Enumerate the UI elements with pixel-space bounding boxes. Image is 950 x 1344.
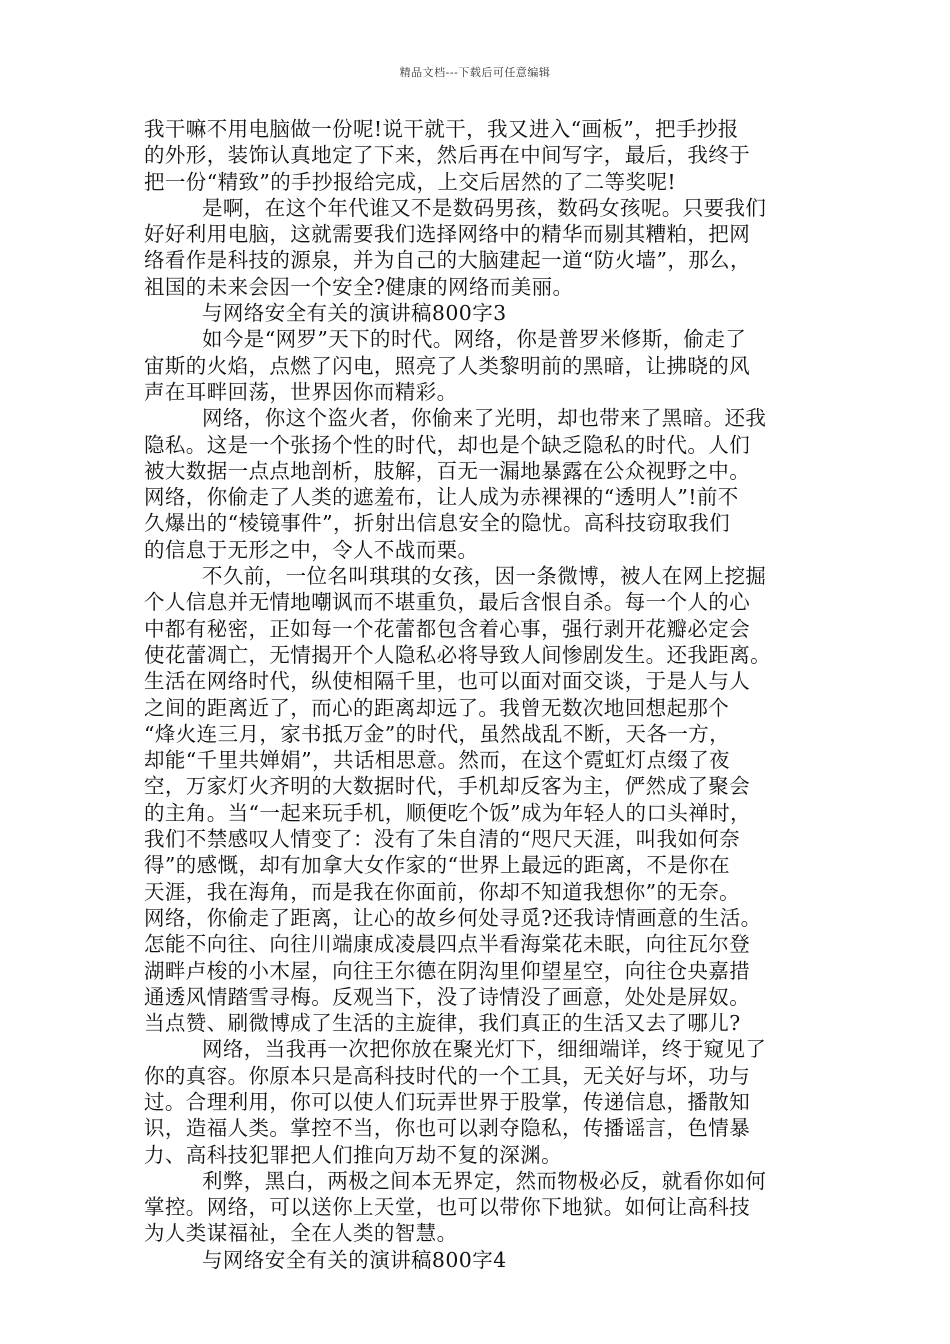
text-line: 的外形，装饰认真地定了下来，然后再在中间写字，最后，我终于: [144, 143, 751, 168]
text-line: 隐私。这是一个张扬个性的时代，却也是个缺乏隐私的时代。人们: [144, 432, 751, 457]
text-line: 不久前，一位名叫琪琪的女孩，因一条微博，被人在网上挖掘: [202, 564, 767, 589]
text-line: 得”的感慨，却有加拿大女作家的“世界上最远的距离，不是你在: [144, 853, 731, 878]
text-line: 网络，你这个盗火者，你偷来了光明，却也带来了黑暗。还我: [202, 406, 767, 431]
text-line: 生活在网络时代，纵使相隔千里，也可以面对面交谈，于是人与人: [144, 669, 751, 694]
text-line: 空，万家灯火齐明的大数据时代，手机却反客为主，俨然成了聚会: [144, 774, 751, 799]
text-line: 把一份“精致”的手抄报给完成，上交后居然的了二等奖呢!: [144, 169, 676, 194]
text-line: 宙斯的火焰，点燃了闪电，照亮了人类黎明前的黑暗，让拂晓的风: [144, 353, 751, 378]
text-line: 络看作是科技的源泉，并为自己的大脑建起一道“防火墙”，那么，: [144, 248, 751, 273]
text-line: 你的真容。你原本只是高科技时代的一个工具，无关好与坏，功与: [144, 1063, 751, 1088]
text-line: 网络，当我再一次把你放在聚光灯下，细细端详，终于窥见了: [202, 1037, 767, 1062]
text-line: 我们不禁感叹人情变了：没有了朱自清的“咫尺天涯，叫我如何奈: [144, 827, 741, 852]
text-line: 声在耳畔回荡，世界因你而精彩。: [144, 379, 458, 404]
text-line: 为人类谋福祉，全在人类的智慧。: [144, 1221, 458, 1246]
text-line: 的信息于无形之中，令人不战而栗。: [144, 537, 479, 562]
text-line: 是啊，在这个年代谁又不是数码男孩，数码女孩呢。只要我们: [202, 195, 767, 220]
text-line: 与网络安全有关的演讲稿800字3: [202, 301, 507, 326]
text-line: 当点赞、刷微博成了生活的主旋律，我们真正的生活又去了哪儿?: [144, 1011, 741, 1036]
text-line: 与网络安全有关的演讲稿800字4: [202, 1247, 507, 1272]
text-line: 怎能不向往、向往川端康成凌晨四点半看海棠花未眠，向往瓦尔登: [144, 932, 751, 957]
text-line: 过。合理利用，你可以使人们玩弄世界于股掌，传递信息，播散知: [144, 1089, 751, 1114]
text-line: 通透风情踏雪寻梅。反观当下，没了诗情没了画意，处处是屏奴。: [144, 984, 751, 1009]
document-body: [144, 116, 836, 1273]
page-header: 精品文档---下载后可任意编辑: [399, 66, 551, 79]
text-line: 利弊，黑白，两极之间本无界定，然而物极必反，就看你如何: [202, 1168, 767, 1193]
text-line: 被大数据一点点地剖析，肢解，百无一漏地暴露在公众视野之中。: [144, 458, 751, 483]
text-line: 天涯，我在海角，而是我在你面前，你却不知道我想你”的无奈。: [144, 879, 741, 904]
text-line: 力、高科技犯罪把人们推向万劫不复的深渊。: [144, 1142, 562, 1167]
text-line: 中都有秘密，正如每一个花蕾都包含着心事，强行剥开花瓣必定会: [144, 616, 751, 641]
text-line: 好好利用电脑，这就需要我们选择网络中的精华而剔其糟粕，把网: [144, 222, 751, 247]
text-line: 却能“千里共婵娟”，共话相思意。然而，在这个霓虹灯点缀了夜: [144, 748, 731, 773]
text-line: 如今是“网罗”天下的时代。网络，你是普罗米修斯，偷走了: [202, 327, 747, 352]
text-line: 的主角。当“一起来玩手机，顺便吃个饭”成为年轻人的口头禅时，: [144, 800, 751, 825]
text-line: 网络，你偷走了人类的遮羞布，让人成为赤裸裸的“透明人”!前不: [144, 485, 739, 510]
text-line: 祖国的未来会因一个安全?健康的网络而美丽。: [144, 274, 574, 299]
text-line: 识，造福人类。掌控不当，你也可以剥夺隐私，传播谣言，色情暴: [144, 1116, 751, 1141]
text-line: 我干嘛不用电脑做一份呢!说干就干，我又进入“画板”，把手抄报: [144, 117, 739, 141]
text-line: 湖畔卢梭的小木屋，向往王尔德在阴沟里仰望星空，向往仓央嘉措: [144, 958, 751, 983]
text-line: “烽火连三月，家书抵万金”的时代，虽然战乱不断，天各一方，: [144, 721, 731, 746]
text-line: 个人信息并无情地嘲讽而不堪重负，最后含恨自杀。每一个人的心: [144, 590, 751, 615]
text-line: 之间的距离近了，而心的距离却远了。我曾无数次地回想起那个: [144, 695, 730, 720]
text-line: 使花蕾凋亡，无情揭开个人隐私必将导致人间惨剧发生。还我距离。: [144, 642, 771, 667]
text-line: 掌控。网络，可以送你上天堂，也可以带你下地狱。如何让高科技: [144, 1195, 751, 1220]
text-line: 久爆出的“棱镜事件”，折射出信息安全的隐忧。高科技窃取我们: [144, 511, 731, 536]
text-line: 网络，你偷走了距离，让心的故乡何处寻觅?还我诗情画意的生活。: [144, 905, 762, 930]
